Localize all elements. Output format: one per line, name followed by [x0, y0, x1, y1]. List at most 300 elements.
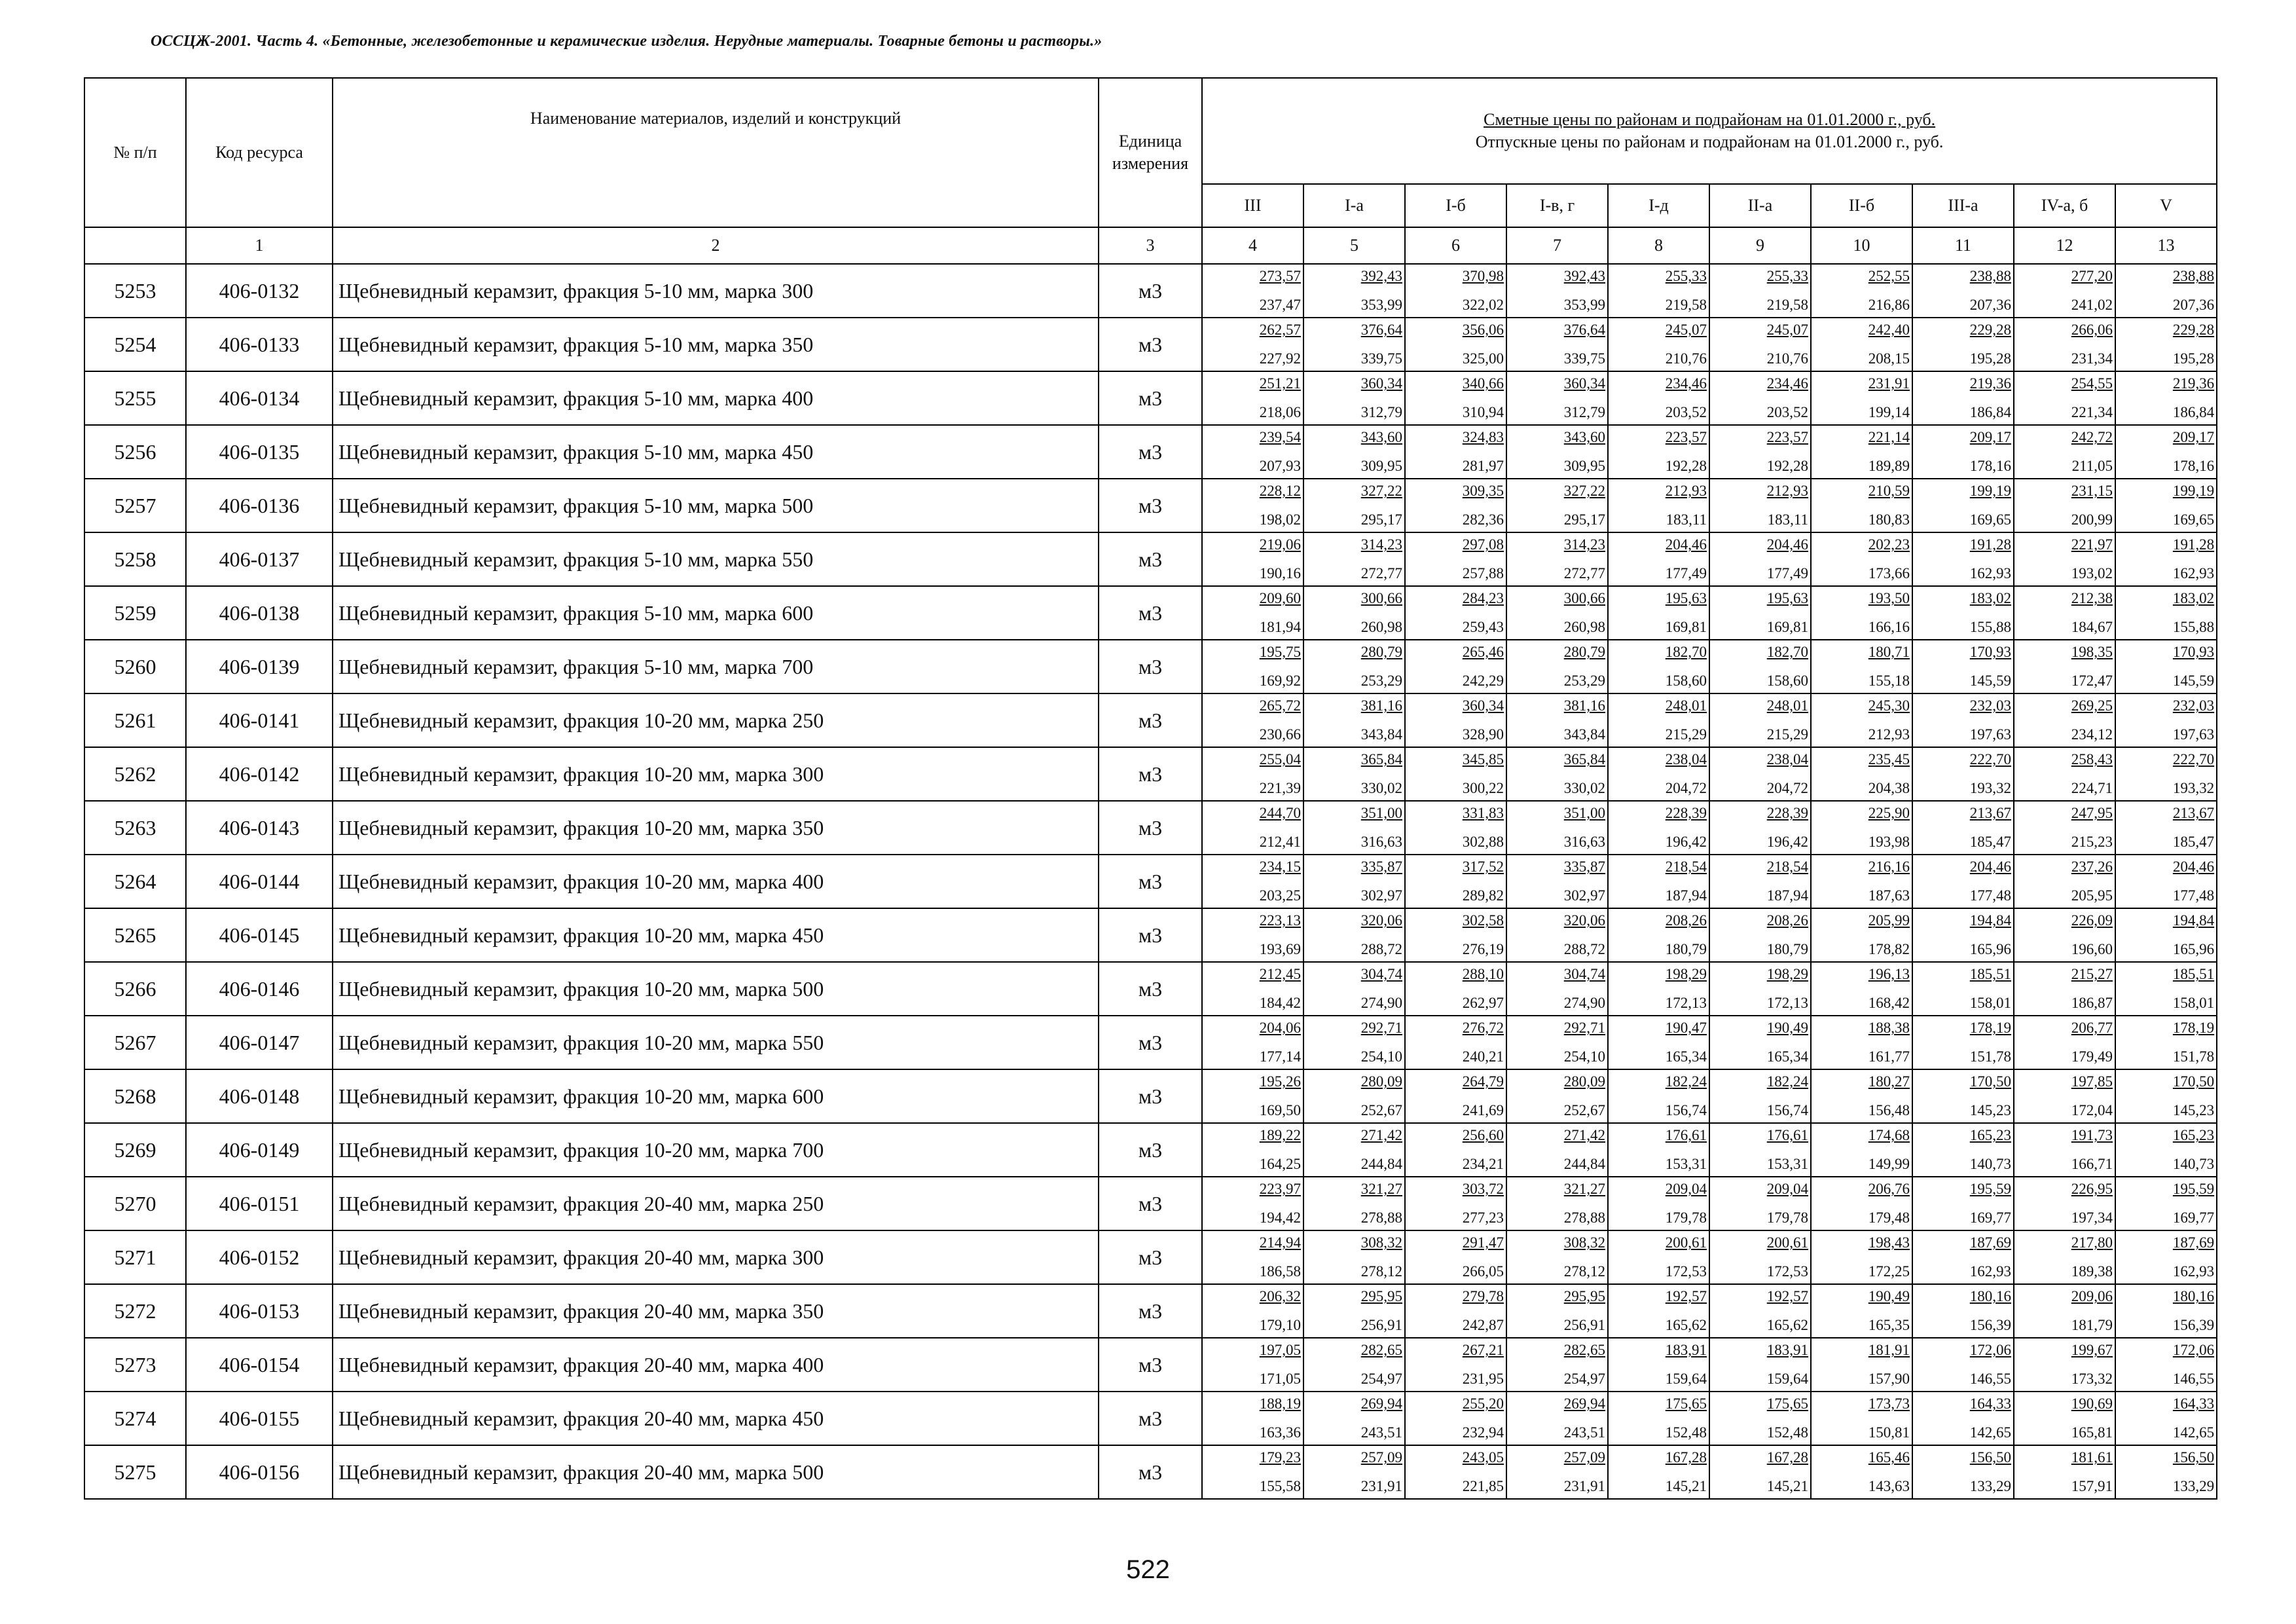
resource-code: 406-0133 [186, 318, 333, 371]
release-price: 253,29 [1563, 673, 1605, 689]
estimated-price: 182,24 [1766, 1073, 1808, 1090]
estimated-price: 212,45 [1259, 966, 1301, 983]
table-row [84, 640, 2217, 693]
release-price: 216,86 [1868, 297, 1910, 313]
estimated-price: 167,28 [1665, 1449, 1707, 1466]
release-price: 278,12 [1563, 1263, 1605, 1280]
unit-of-measure: м3 [1099, 532, 1202, 586]
estimated-price: 190,49 [1766, 1020, 1808, 1037]
estimated-price: 204,46 [1969, 858, 2011, 876]
estimated-price: 269,25 [2071, 697, 2113, 714]
release-price: 192,28 [1766, 458, 1808, 474]
price-cell [1912, 1016, 2014, 1069]
release-price: 183,11 [1767, 511, 1808, 528]
estimated-price: 228,12 [1259, 483, 1301, 500]
estimated-price: 343,60 [1563, 429, 1605, 446]
price-cell [1912, 1230, 2014, 1284]
release-price: 278,88 [1360, 1209, 1402, 1226]
release-price: 143,63 [1868, 1478, 1910, 1494]
release-price: 253,29 [1360, 673, 1402, 689]
price-cell [1912, 479, 2014, 532]
price-cell [1811, 318, 1912, 371]
estimated-price: 295,95 [1360, 1288, 1402, 1305]
estimated-price: 208,26 [1766, 912, 1808, 929]
estimated-price: 190,69 [2071, 1395, 2113, 1412]
price-cell [1709, 693, 1811, 747]
release-price: 272,77 [1563, 565, 1605, 581]
table-row [84, 1016, 2217, 1069]
estimated-price: 248,01 [1665, 697, 1707, 714]
estimated-price: 308,32 [1360, 1234, 1402, 1251]
price-cell [1202, 1123, 1303, 1177]
release-price: 240,21 [1462, 1048, 1504, 1065]
estimated-price: 194,84 [1969, 912, 2011, 929]
estimated-price: 271,42 [1563, 1127, 1605, 1144]
row-number: 5256 [84, 425, 186, 479]
release-price: 302,97 [1360, 887, 1402, 904]
table-row [84, 1284, 2217, 1338]
estimated-price: 181,61 [2071, 1449, 2113, 1466]
price-cell [1405, 640, 1506, 693]
release-price: 145,23 [2172, 1102, 2215, 1118]
price-cell [1202, 586, 1303, 640]
resource-code: 406-0142 [186, 747, 333, 801]
estimated-price: 212,93 [1665, 483, 1707, 500]
estimated-price: 321,27 [1563, 1181, 1605, 1198]
release-price: 157,90 [1868, 1371, 1910, 1387]
release-price: 162,93 [1969, 565, 2011, 581]
estimated-price: 243,05 [1462, 1449, 1504, 1466]
release-price: 180,79 [1665, 941, 1707, 957]
estimated-price: 198,29 [1766, 966, 1808, 983]
price-cell [1405, 908, 1506, 962]
release-price: 203,52 [1766, 404, 1808, 420]
price-cell [2014, 425, 2115, 479]
release-price: 288,72 [1360, 941, 1402, 957]
estimated-price: 222,70 [2172, 751, 2215, 768]
release-price: 302,97 [1563, 887, 1605, 904]
table-row [84, 425, 2217, 479]
release-price: 169,77 [2172, 1209, 2215, 1226]
release-price: 277,23 [1462, 1209, 1504, 1226]
price-cell [1303, 693, 1405, 747]
price-cell [1912, 1123, 2014, 1177]
estimated-price: 188,19 [1259, 1395, 1301, 1412]
material-name: Щебневидный керамзит, фракция 10-20 мм, марка 500 [333, 962, 1099, 1016]
price-cell [1506, 801, 1608, 855]
estimated-price: 234,15 [1259, 858, 1301, 876]
release-price: 199,14 [1868, 404, 1910, 420]
region-header: I-б [1405, 184, 1506, 227]
release-price: 140,73 [2172, 1156, 2215, 1172]
resource-code: 406-0147 [186, 1016, 333, 1069]
price-cell [2115, 1177, 2217, 1230]
release-price: 230,66 [1259, 726, 1301, 743]
estimated-price: 292,71 [1563, 1020, 1605, 1037]
release-price: 282,36 [1462, 511, 1504, 528]
table-row [84, 1445, 2217, 1499]
release-price: 272,77 [1360, 565, 1402, 581]
price-cell [1303, 801, 1405, 855]
estimated-price: 238,88 [1969, 268, 2011, 285]
price-cell [2014, 962, 2115, 1016]
estimated-price: 237,26 [2071, 858, 2113, 876]
release-price: 193,02 [2071, 565, 2113, 581]
price-cell [2115, 1230, 2217, 1284]
row-number: 5265 [84, 908, 186, 962]
estimated-price: 223,13 [1259, 912, 1301, 929]
price-cell [1303, 425, 1405, 479]
estimated-price: 208,26 [1665, 912, 1707, 929]
release-price: 156,48 [1868, 1102, 1910, 1118]
release-price: 215,23 [2071, 834, 2113, 850]
price-cell [1912, 1338, 2014, 1392]
resource-code: 406-0138 [186, 586, 333, 640]
price-cell [2014, 371, 2115, 425]
material-name: Щебневидный керамзит, фракция 20-40 мм, марка 400 [333, 1338, 1099, 1392]
unit-of-measure: м3 [1099, 640, 1202, 693]
material-name: Щебневидный керамзит, фракция 10-20 мм, марка 600 [333, 1069, 1099, 1123]
release-price: 204,72 [1766, 780, 1808, 796]
price-cell [2014, 908, 2115, 962]
price-cell [1506, 425, 1608, 479]
price-cell [1709, 1338, 1811, 1392]
estimated-price: 197,85 [2071, 1073, 2113, 1090]
estimated-price: 219,06 [1259, 536, 1301, 553]
release-price: 180,79 [1766, 941, 1808, 957]
release-price: 186,84 [2172, 404, 2215, 420]
estimated-price: 266,06 [2071, 322, 2113, 339]
release-price: 203,52 [1665, 404, 1707, 420]
estimated-price: 205,99 [1868, 912, 1910, 929]
estimated-price: 180,27 [1868, 1073, 1910, 1090]
estimated-price: 200,61 [1766, 1234, 1808, 1251]
table-row [84, 1123, 2217, 1177]
release-price: 179,10 [1259, 1317, 1301, 1333]
column-number: 10 [1811, 227, 1912, 264]
release-price: 194,42 [1259, 1209, 1301, 1226]
release-price: 172,13 [1766, 995, 1808, 1011]
unit-of-measure: м3 [1099, 1445, 1202, 1499]
price-cell [2014, 801, 2115, 855]
release-price: 165,96 [1969, 941, 2011, 957]
release-price: 339,75 [1360, 350, 1402, 367]
price-cell [1811, 1069, 1912, 1123]
release-price: 156,74 [1766, 1102, 1808, 1118]
estimated-price: 191,28 [2172, 536, 2215, 553]
release-price: 195,28 [2172, 350, 2215, 367]
estimated-price: 235,45 [1868, 751, 1910, 768]
price-cell [1709, 479, 1811, 532]
estimated-price: 221,97 [2071, 536, 2113, 553]
resource-code: 406-0137 [186, 532, 333, 586]
table-row [84, 532, 2217, 586]
release-price: 210,76 [1665, 350, 1707, 367]
price-cell [1709, 1123, 1811, 1177]
price-cell [1506, 1338, 1608, 1392]
release-price: 353,99 [1360, 297, 1402, 313]
price-cell [1608, 1016, 1709, 1069]
estimated-price: 324,83 [1462, 429, 1504, 446]
release-price: 169,92 [1259, 673, 1301, 689]
price-cell [1912, 371, 2014, 425]
table-row [84, 801, 2217, 855]
price-cell [1303, 1445, 1405, 1499]
estimated-price: 381,16 [1360, 697, 1402, 714]
estimated-price: 214,94 [1259, 1234, 1301, 1251]
estimated-price: 202,23 [1868, 536, 1910, 553]
estimated-price: 170,93 [2172, 644, 2215, 661]
release-price: 145,21 [1665, 1478, 1707, 1494]
price-cell [2115, 640, 2217, 693]
price-cell [1506, 1392, 1608, 1445]
estimated-price: 309,35 [1462, 483, 1504, 500]
estimated-price: 213,67 [2172, 805, 2215, 822]
estimated-price: 167,28 [1766, 1449, 1808, 1466]
price-cell [1506, 318, 1608, 371]
table-row [84, 693, 2217, 747]
estimated-price: 204,46 [1665, 536, 1707, 553]
column-number: 8 [1608, 227, 1709, 264]
price-cell [1608, 1338, 1709, 1392]
release-price: 169,81 [1665, 619, 1707, 635]
price-cell [2014, 1177, 2115, 1230]
unit-of-measure: м3 [1099, 908, 1202, 962]
release-price: 183,11 [1666, 511, 1707, 528]
release-price: 312,79 [1360, 404, 1402, 420]
release-price: 197,34 [2071, 1209, 2113, 1226]
estimated-price: 308,32 [1563, 1234, 1605, 1251]
release-price: 169,81 [1766, 619, 1808, 635]
price-cell [1912, 1284, 2014, 1338]
unit-of-measure: м3 [1099, 1069, 1202, 1123]
release-price: 256,91 [1360, 1317, 1402, 1333]
price-cell [1709, 1016, 1811, 1069]
price-cell [1405, 1069, 1506, 1123]
estimated-price: 300,66 [1563, 590, 1605, 607]
release-price: 218,06 [1259, 404, 1301, 420]
estimated-price: 191,28 [1969, 536, 2011, 553]
row-number: 5272 [84, 1284, 186, 1338]
estimated-price: 178,19 [1969, 1020, 2011, 1037]
estimated-price: 244,70 [1259, 805, 1301, 822]
price-cell [1912, 640, 2014, 693]
unit-of-measure: м3 [1099, 1177, 1202, 1230]
estimated-price: 183,02 [2172, 590, 2215, 607]
price-cell [1811, 801, 1912, 855]
price-cell [1811, 586, 1912, 640]
release-price: 177,49 [1665, 565, 1707, 581]
estimated-price: 164,33 [2172, 1395, 2215, 1412]
price-cell [1405, 1177, 1506, 1230]
release-price: 187,94 [1766, 887, 1808, 904]
estimated-price: 183,91 [1665, 1342, 1707, 1359]
estimated-price: 279,78 [1462, 1288, 1504, 1305]
release-price: 278,12 [1360, 1263, 1402, 1280]
estimated-price: 232,03 [1969, 697, 2011, 714]
release-price: 316,63 [1360, 834, 1402, 850]
release-price: 181,94 [1259, 619, 1301, 635]
estimated-price: 343,60 [1360, 429, 1402, 446]
estimated-price: 165,46 [1868, 1449, 1910, 1466]
estimated-price: 218,54 [1665, 858, 1707, 876]
price-cell [1506, 1016, 1608, 1069]
material-name: Щебневидный керамзит, фракция 10-20 мм, марка 700 [333, 1123, 1099, 1177]
price-cell [2014, 586, 2115, 640]
price-cell [1608, 318, 1709, 371]
price-cell [1303, 1392, 1405, 1445]
estimated-price: 206,77 [2071, 1020, 2113, 1037]
price-cell [1405, 1445, 1506, 1499]
release-price: 155,18 [1868, 673, 1910, 689]
estimated-price: 199,19 [1969, 483, 2011, 500]
row-number: 5268 [84, 1069, 186, 1123]
region-header: III [1202, 184, 1303, 227]
price-cell [1506, 1069, 1608, 1123]
estimated-price: 271,42 [1360, 1127, 1402, 1144]
price-cell [1811, 640, 1912, 693]
estimated-price: 195,59 [1969, 1181, 2011, 1198]
release-price: 186,58 [1259, 1263, 1301, 1280]
release-price: 207,36 [1969, 297, 2011, 313]
price-cell [1202, 1392, 1303, 1445]
estimated-price: 226,95 [2071, 1181, 2113, 1198]
price-cell [1506, 693, 1608, 747]
row-number: 5258 [84, 532, 186, 586]
estimated-price: 178,19 [2172, 1020, 2215, 1037]
table-row [84, 1338, 2217, 1392]
release-price: 162,93 [2172, 1263, 2215, 1280]
release-price: 186,87 [2071, 995, 2113, 1011]
estimated-price: 381,16 [1563, 697, 1605, 714]
release-price: 237,47 [1259, 297, 1301, 313]
price-cell [1811, 1123, 1912, 1177]
release-price: 295,17 [1360, 511, 1402, 528]
price-cell [2115, 1069, 2217, 1123]
price-cell [1506, 1445, 1608, 1499]
price-cell [1608, 801, 1709, 855]
material-name: Щебневидный керамзит, фракция 10-20 мм, марка 450 [333, 908, 1099, 962]
price-cell [1202, 801, 1303, 855]
estimated-price: 212,38 [2071, 590, 2113, 607]
price-cell [1608, 908, 1709, 962]
table-row [84, 1177, 2217, 1230]
release-price: 224,71 [2071, 780, 2113, 796]
release-price: 193,69 [1259, 941, 1301, 957]
estimated-price: 191,73 [2071, 1127, 2113, 1144]
price-cell [2014, 855, 2115, 908]
release-price: 158,60 [1766, 673, 1808, 689]
release-price: 172,53 [1665, 1263, 1707, 1280]
release-price: 232,94 [1462, 1424, 1504, 1441]
page-number: 522 [1126, 1555, 1170, 1584]
estimated-price: 282,65 [1360, 1342, 1402, 1359]
estimated-price: 222,70 [1969, 751, 2011, 768]
price-cell [1912, 908, 2014, 962]
price-cell [2115, 908, 2217, 962]
price-cell [1202, 1230, 1303, 1284]
price-cell [1202, 908, 1303, 962]
release-price: 145,59 [2172, 673, 2215, 689]
estimated-price: 183,02 [1969, 590, 2011, 607]
release-price: 168,42 [1868, 995, 1910, 1011]
release-price: 181,79 [2071, 1317, 2113, 1333]
release-price: 186,84 [1969, 404, 2011, 420]
price-cell [2115, 1338, 2217, 1392]
release-price: 302,88 [1462, 834, 1504, 850]
estimated-price: 172,06 [2172, 1342, 2215, 1359]
release-price: 162,93 [1969, 1263, 2011, 1280]
estimated-price: 156,50 [2172, 1449, 2215, 1466]
estimated-price: 217,80 [2071, 1234, 2113, 1251]
estimated-price: 172,06 [1969, 1342, 2011, 1359]
price-cell [2115, 425, 2217, 479]
estimated-price: 282,65 [1563, 1342, 1605, 1359]
estimated-price: 199,19 [2172, 483, 2215, 500]
material-name: Щебневидный керамзит, фракция 20-40 мм, марка 250 [333, 1177, 1099, 1230]
estimated-price: 288,10 [1462, 966, 1504, 983]
estimated-price: 280,79 [1360, 644, 1402, 661]
estimated-price: 257,09 [1563, 1449, 1605, 1466]
estimated-price: 291,47 [1462, 1234, 1504, 1251]
release-price: 196,60 [2071, 941, 2113, 957]
release-price: 145,21 [1766, 1478, 1808, 1494]
row-number: 5254 [84, 318, 186, 371]
estimated-price: 219,36 [1969, 375, 2011, 392]
price-cell [1811, 1338, 1912, 1392]
price-cell [2115, 1284, 2217, 1338]
estimated-price: 200,61 [1665, 1234, 1707, 1251]
price-cell [1709, 1069, 1811, 1123]
price-cell [1202, 1069, 1303, 1123]
release-price: 295,17 [1563, 511, 1605, 528]
estimated-price: 185,51 [2172, 966, 2215, 983]
column-number: 1 [186, 227, 333, 264]
table-row [84, 1069, 2217, 1123]
price-cell [1811, 1016, 1912, 1069]
release-price: 242,29 [1462, 673, 1504, 689]
price-cell [1709, 640, 1811, 693]
price-cell [1608, 855, 1709, 908]
region-header: I-д [1608, 184, 1709, 227]
estimated-price: 180,16 [1969, 1288, 2011, 1305]
price-cell [1608, 962, 1709, 1016]
estimated-price: 254,55 [2071, 375, 2113, 392]
column-number: 4 [1202, 227, 1303, 264]
release-price: 165,34 [1665, 1048, 1707, 1065]
release-price: 165,62 [1665, 1317, 1707, 1333]
price-cell [1608, 1230, 1709, 1284]
release-price: 330,02 [1563, 780, 1605, 796]
price-cell [2115, 855, 2217, 908]
estimated-price: 204,46 [2172, 858, 2215, 876]
price-cell [1303, 747, 1405, 801]
estimated-price: 327,22 [1563, 483, 1605, 500]
price-cell [1506, 747, 1608, 801]
price-cell [1405, 1284, 1506, 1338]
column-number: 6 [1405, 227, 1506, 264]
price-cell [1912, 801, 2014, 855]
resource-code: 406-0156 [186, 1445, 333, 1499]
release-price: 133,29 [2172, 1478, 2215, 1494]
estimated-price: 320,06 [1563, 912, 1605, 929]
price-cell [1202, 318, 1303, 371]
release-price: 179,78 [1766, 1209, 1808, 1226]
resource-code: 406-0154 [186, 1338, 333, 1392]
release-price: 193,98 [1868, 834, 1910, 850]
release-price: 243,51 [1360, 1424, 1402, 1441]
release-price: 252,67 [1563, 1102, 1605, 1118]
